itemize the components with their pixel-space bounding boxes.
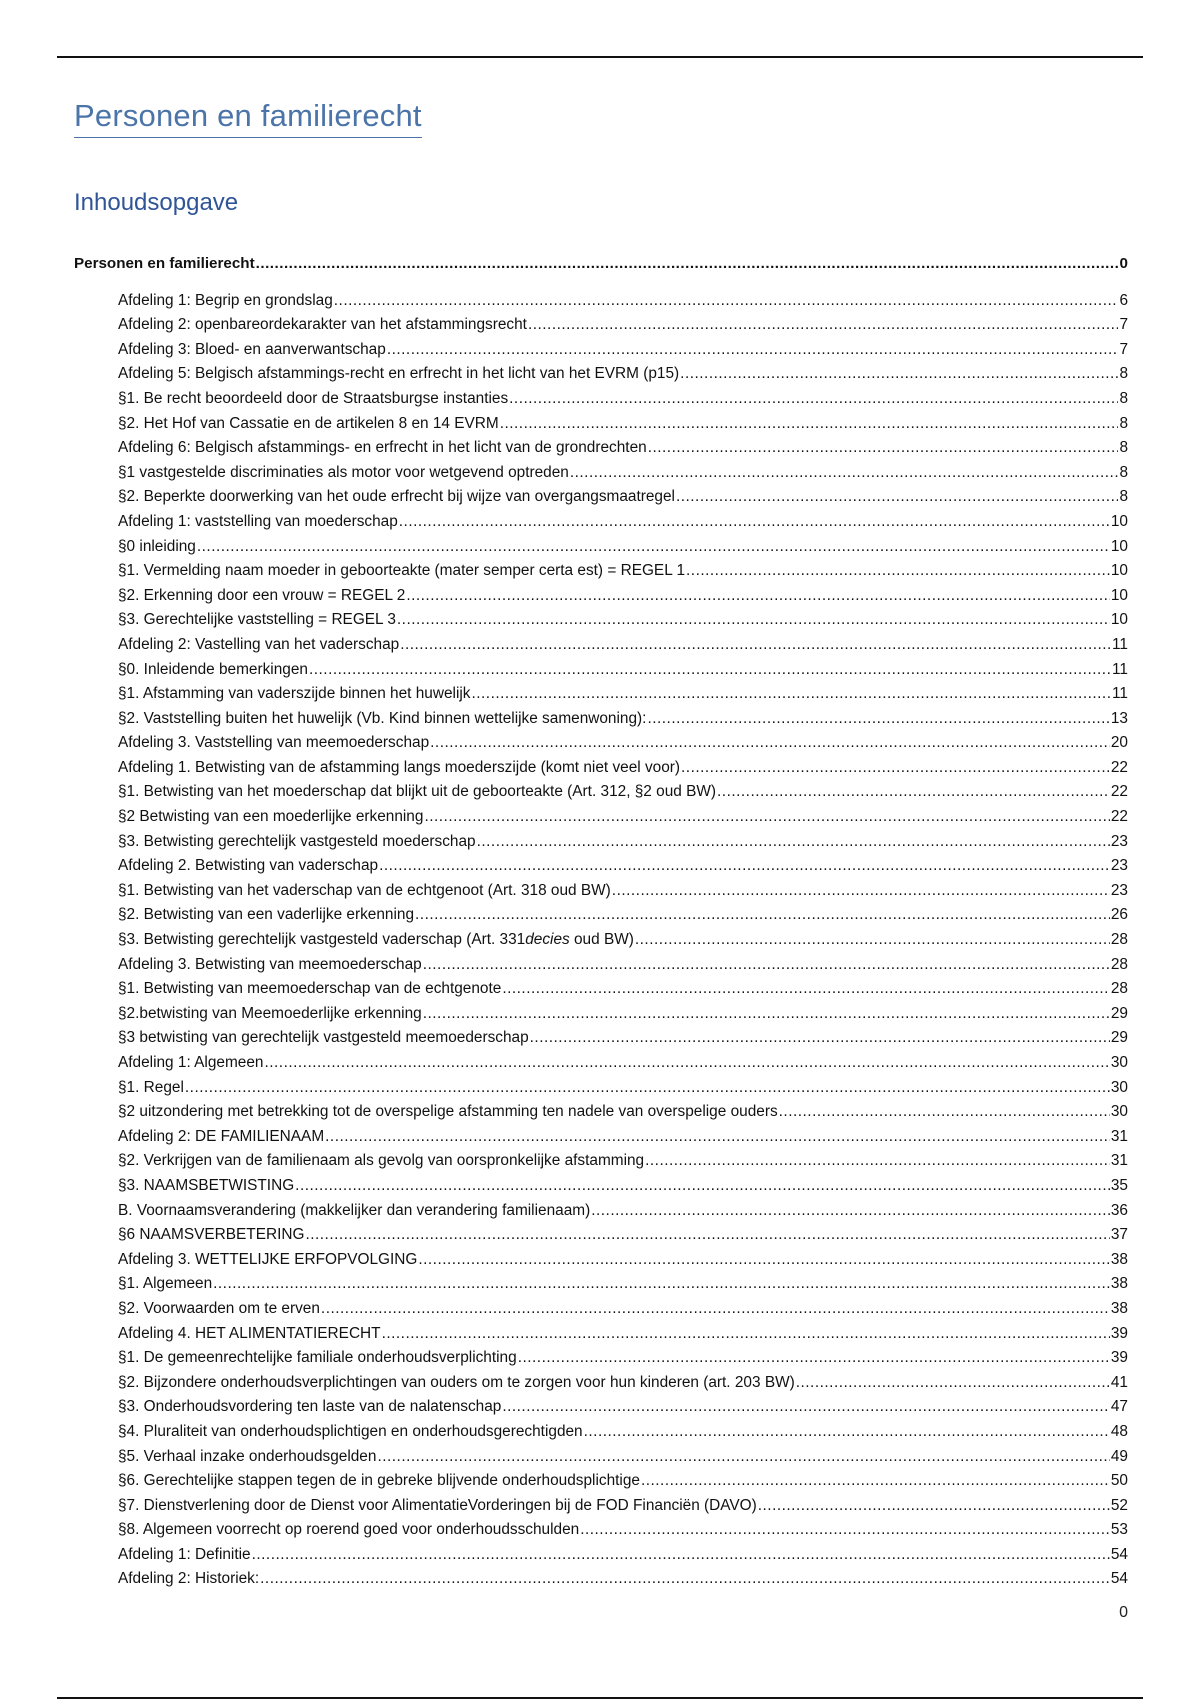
toc-leader — [648, 436, 1119, 461]
toc-entry-page: 49 — [1110, 1447, 1128, 1465]
toc-entry[interactable] — [74, 387, 1128, 412]
toc-entry-title: Afdeling 1: Begrip en grondslag — [118, 291, 333, 309]
toc-entry[interactable] — [74, 485, 1128, 510]
toc-entry-page: 37 — [1110, 1226, 1128, 1244]
toc-entry-title: §3. Onderhoudsvordering ten laste van de nalatenschap — [118, 1398, 502, 1416]
toc-entry-title: §1. Be recht beoordeeld door de Straatsburgse instanties — [118, 389, 509, 407]
toc-leader — [430, 731, 1110, 756]
toc-entry-page: 7 — [1119, 316, 1128, 334]
page-number: 0 — [1119, 1604, 1128, 1621]
toc-entry-title: §1. Betwisting van het moederschap dat blijkt uit de geboorteakte (Art. 312, §2 oud BW) — [118, 783, 717, 801]
toc-entry-page: 39 — [1110, 1324, 1128, 1342]
toc-entry-page: 7 — [1119, 340, 1128, 358]
toc-leader — [400, 633, 1111, 658]
toc-entry[interactable] — [74, 1297, 1128, 1322]
toc-entry[interactable] — [74, 1322, 1128, 1347]
toc-entry-page: 30 — [1110, 1078, 1128, 1096]
toc-entry[interactable] — [74, 1149, 1128, 1174]
toc-entry-title: §2 uitzondering met betrekking tot de overspelige afstamming ten nadele van overspelige ouders — [118, 1103, 778, 1121]
toc-entry-page: 20 — [1110, 734, 1128, 752]
toc-entry-title: §8. Algemeen voorrecht op roerend goed voor onderhoudsschulden — [118, 1521, 580, 1539]
toc-entry-page: 38 — [1110, 1250, 1128, 1268]
toc-entry-title: §3. NAAMSBETWISTING — [118, 1176, 295, 1194]
toc-leader — [509, 387, 1118, 412]
toc-leader — [379, 854, 1110, 879]
toc-leader — [612, 879, 1110, 904]
toc-entry[interactable] — [74, 756, 1128, 781]
toc-entry[interactable] — [74, 338, 1128, 363]
toc-entry[interactable] — [74, 707, 1128, 732]
toc-entry-title: §2. Erkenning door een vrouw = REGEL 2 — [118, 586, 406, 604]
toc-entry[interactable] — [74, 1223, 1128, 1248]
toc-entry-title: Afdeling 1: Definitie — [118, 1545, 251, 1563]
toc-entry-title: §1. Vermelding naam moeder in geboorteakte (mater semper certa est) = REGEL 1 — [118, 562, 686, 580]
toc-entry[interactable] — [74, 1051, 1128, 1076]
toc-entry[interactable] — [74, 658, 1128, 683]
toc-entry-title: §3. Gerechtelijke vaststelling = REGEL 3 — [118, 611, 396, 629]
toc-entry-page: 30 — [1110, 1054, 1128, 1071]
toc-leader — [502, 977, 1110, 1002]
toc-entry-title: §2. Betwisting van een vaderlijke erkenning — [118, 906, 415, 924]
toc-entry-title: §2. Verkrijgen van de familienaam als gevolg van oorspronkelijke afstamming — [118, 1152, 645, 1170]
toc-entry-page: 30 — [1110, 1103, 1128, 1121]
document-title: Personen en familierecht — [74, 98, 422, 138]
header-rule — [57, 56, 1143, 58]
toc-entry-page: 6 — [1119, 291, 1128, 309]
toc-entry-page: 8 — [1119, 463, 1128, 481]
toc-entry[interactable] — [74, 1420, 1128, 1445]
toc-leader — [570, 461, 1119, 486]
toc-entry-title — [118, 928, 634, 953]
toc-entry-page: 41 — [1110, 1373, 1128, 1391]
toc-leader — [295, 1174, 1110, 1199]
toc-entry-title: §2 Betwisting van een moederlijke erkenning — [118, 808, 424, 826]
toc-leader — [256, 252, 1119, 277]
toc-entry[interactable] — [74, 535, 1128, 560]
toc-entry[interactable] — [74, 559, 1128, 584]
toc-entry[interactable] — [74, 1125, 1128, 1150]
toc-entry[interactable] — [74, 313, 1128, 338]
toc-entry[interactable] — [74, 731, 1128, 756]
toc-entry-page: 52 — [1110, 1496, 1128, 1514]
toc-entry-title: §7. Dienstverlening door de Dienst voor AlimentatieVorderingen bij de FOD Financiën (DAVO) — [118, 1496, 757, 1514]
toc-entry[interactable] — [74, 1445, 1128, 1470]
toc-entry-title: §3. Betwisting gerechtelijk vastgesteld moederschap — [118, 832, 476, 850]
toc-entry-title: §1. Afstamming van vaderszijde binnen het huwelijk — [118, 685, 471, 703]
toc-leader — [406, 584, 1110, 609]
toc-entry-title: Afdeling 1. Betwisting van de afstamming langs moederszijde (komt niet veel voor) — [118, 758, 681, 776]
toc-leader — [796, 1371, 1110, 1396]
toc-entry-page: 38 — [1110, 1299, 1128, 1317]
toc-entry[interactable] — [74, 461, 1128, 486]
toc-entry[interactable] — [74, 879, 1128, 904]
toc-leader — [584, 1420, 1110, 1445]
toc-entry-title: §0. Inleidende bemerkingen — [118, 660, 308, 678]
toc-entry-title-part: §3. Betwisting gerechtelijk vastgesteld vaderschap (Art. 331 — [118, 931, 526, 949]
toc-leader — [635, 928, 1110, 953]
toc-entry-title: §6 NAAMSVERBETERING — [118, 1226, 305, 1244]
toc-leader — [641, 1469, 1110, 1494]
toc-entry[interactable] — [74, 608, 1128, 633]
toc-leader — [502, 1395, 1110, 1420]
toc-entry-title: Afdeling 4. HET ALIMENTATIERECHT — [118, 1324, 381, 1342]
toc-entry-title: Afdeling 2: DE FAMILIENAAM — [118, 1127, 325, 1145]
toc-entry-page: 54 — [1110, 1570, 1128, 1588]
toc-entry-title: Afdeling 1: Algemeen — [118, 1054, 264, 1071]
toc-entry-title: §2. Vaststelling buiten het huwelijk (Vb. Kind binnen wettelijke samenwoning): — [118, 709, 647, 727]
toc-entry[interactable] — [74, 1469, 1128, 1494]
toc-entry[interactable] — [74, 633, 1128, 658]
toc-leader — [399, 510, 1110, 535]
toc-entry-title: §4. Pluraliteit van onderhoudsplichtigen en onderhoudsgerechtigden — [118, 1422, 583, 1440]
toc-entry-page: 23 — [1110, 857, 1128, 875]
toc-entry-title: §0 inleiding — [118, 537, 196, 555]
toc-entry-title: Afdeling 3. Vaststelling van meemoederschap — [118, 734, 430, 752]
toc-entry[interactable] — [74, 1076, 1128, 1101]
toc-leader — [758, 1494, 1110, 1519]
toc-leader — [260, 1567, 1110, 1592]
toc-entry-page: 10 — [1110, 537, 1128, 555]
toc-entry[interactable] — [74, 1272, 1128, 1297]
toc-entry-title: §1. Betwisting van het vaderschap van de echtgenoot (Art. 318 oud BW) — [118, 881, 611, 899]
toc-entry-page: 23 — [1110, 832, 1128, 850]
toc-entry-top[interactable] — [74, 252, 1128, 277]
toc-entry-page: 11 — [1112, 635, 1128, 653]
toc-leader — [418, 1248, 1110, 1273]
toc-entry-page: 28 — [1110, 980, 1128, 998]
toc-leader — [645, 1149, 1110, 1174]
toc-entry-title-part: oud BW) — [569, 931, 634, 949]
footer-rule — [57, 1697, 1143, 1699]
toc-entry-title-italic: decies — [525, 931, 570, 949]
toc-entry-page: 35 — [1110, 1176, 1128, 1194]
toc-entry-page: 8 — [1119, 389, 1128, 407]
toc-entry-page: 47 — [1110, 1398, 1128, 1416]
toc-entry[interactable] — [74, 1002, 1128, 1027]
toc-entry-page: 50 — [1110, 1472, 1128, 1490]
toc-entry[interactable] — [74, 1543, 1128, 1568]
toc-entry[interactable] — [74, 1248, 1128, 1273]
toc-leader — [264, 1051, 1109, 1076]
toc-leader — [500, 412, 1119, 437]
toc-leader — [397, 608, 1110, 633]
toc-entry-title: Personen en familierecht — [74, 255, 255, 272]
toc-entry-page: 31 — [1110, 1152, 1128, 1170]
toc-entry-title: §2. Bijzondere onderhoudsverplichtingen van ouders om te zorgen voor hun kinderen (art. 203 BW) — [118, 1373, 795, 1391]
toc-entry-title: Afdeling 3. Betwisting van meemoederschap — [118, 955, 422, 973]
toc-entry-page: 54 — [1110, 1545, 1128, 1563]
toc-entry-page: 26 — [1110, 906, 1128, 924]
toc-entry-page: 13 — [1110, 709, 1128, 727]
toc-entry[interactable] — [74, 805, 1128, 830]
toc-entry-page: 29 — [1110, 1029, 1128, 1047]
toc-entry-page: 10 — [1110, 611, 1128, 629]
toc-entry-title: §2. Het Hof van Cassatie en de artikelen 8 en 14 EVRM — [118, 414, 499, 432]
toc-entry-page: 10 — [1110, 512, 1128, 530]
toc-entry-title: §6. Gerechtelijke stappen tegen de in gebreke blijvende onderhoudsplichtige — [118, 1472, 640, 1490]
toc-leader — [377, 1445, 1109, 1470]
toc-entry-page: 31 — [1110, 1127, 1128, 1145]
toc-entry[interactable] — [74, 289, 1128, 314]
toc-entry-title: §5. Verhaal inzake onderhoudsgelden — [118, 1447, 377, 1465]
table-of-contents — [74, 252, 1128, 1592]
toc-entry-title: Afdeling 3: Bloed- en aanverwantschap — [118, 340, 386, 358]
toc-entry-page: 48 — [1110, 1422, 1128, 1440]
toc-entry[interactable] — [74, 903, 1128, 928]
toc-entry-title: B. Voornaamsverandering (makkelijker dan verandering familienaam) — [118, 1201, 591, 1219]
toc-leader — [325, 1125, 1110, 1150]
toc-entry-page: 11 — [1112, 685, 1128, 703]
toc-entry[interactable] — [74, 412, 1128, 437]
toc-leader — [252, 1543, 1110, 1568]
toc-entry-title: §1. Algemeen — [118, 1275, 213, 1293]
toc-entry[interactable] — [74, 362, 1128, 387]
toc-entry[interactable] — [74, 854, 1128, 879]
toc-leader — [518, 1346, 1110, 1371]
toc-entry[interactable] — [74, 830, 1128, 855]
toc-entry-title: §2. Voorwaarden om te erven — [118, 1299, 320, 1317]
toc-leader — [382, 1322, 1110, 1347]
toc-leader — [580, 1518, 1110, 1543]
toc-leader — [717, 780, 1110, 805]
toc-entry[interactable] — [74, 1371, 1128, 1396]
toc-leader — [477, 830, 1110, 855]
toc-entry-page: 10 — [1110, 562, 1128, 580]
toc-leader — [423, 953, 1110, 978]
toc-leader — [185, 1076, 1110, 1101]
toc-leader — [471, 682, 1111, 707]
toc-entry-page: 36 — [1110, 1201, 1128, 1219]
toc-leader — [686, 559, 1110, 584]
toc-entry[interactable] — [74, 977, 1128, 1002]
toc-leader — [680, 362, 1118, 387]
toc-entry-page: 10 — [1110, 586, 1128, 604]
toc-entry[interactable] — [74, 1346, 1128, 1371]
toc-entry-title: Afdeling 2. Betwisting van vaderschap — [118, 857, 379, 875]
toc-entry-title: §2. Beperkte doorwerking van het oude erfrecht bij wijze van overgangsmaatregel — [118, 488, 675, 506]
toc-entry-title: Afdeling 1: vaststelling van moederschap — [118, 512, 398, 530]
toc-entry-title: Afdeling 2: Historiek: — [118, 1570, 260, 1588]
toc-entry[interactable] — [74, 1567, 1128, 1592]
toc-entry[interactable] — [74, 1199, 1128, 1224]
toc-entry-title: Afdeling 2: Vastelling van het vaderschap — [118, 635, 400, 653]
toc-entry-title: §2.betwisting van Meemoederlijke erkenning — [118, 1004, 422, 1022]
toc-leader — [423, 1002, 1110, 1027]
toc-entry-page: 38 — [1110, 1275, 1128, 1293]
toc-entry[interactable] — [74, 436, 1128, 461]
toc-entry[interactable] — [74, 780, 1128, 805]
toc-entry-page: 8 — [1119, 414, 1128, 432]
toc-entry-page: 29 — [1110, 1004, 1128, 1022]
toc-entry-page: 23 — [1110, 881, 1128, 899]
toc-entry-title: Afdeling 3. WETTELIJKE ERFOPVOLGING — [118, 1250, 418, 1268]
toc-leader — [387, 338, 1119, 363]
toc-entry-page: 8 — [1119, 365, 1128, 383]
toc-entry[interactable] — [74, 928, 1128, 953]
toc-entry-page: 22 — [1110, 808, 1128, 826]
toc-entry[interactable] — [74, 682, 1128, 707]
toc-entry-title: §1. Regel — [118, 1078, 184, 1096]
toc-entry[interactable] — [74, 584, 1128, 609]
toc-leader — [321, 1297, 1110, 1322]
toc-leader — [528, 313, 1118, 338]
toc-entry-title: Afdeling 2: openbareordekarakter van het afstammingsrecht — [118, 316, 527, 334]
toc-leader — [334, 289, 1119, 314]
toc-entry[interactable] — [74, 953, 1128, 978]
toc-entry-page: 0 — [1119, 255, 1128, 272]
toc-entry-page: 8 — [1119, 439, 1128, 457]
toc-entry-title: §1. De gemeenrechtelijke familiale onderhoudsverplichting — [118, 1349, 517, 1367]
toc-entry[interactable] — [74, 1174, 1128, 1199]
toc-entry-page: 53 — [1110, 1521, 1128, 1539]
toc-entry-page: 22 — [1110, 758, 1128, 776]
toc-entry-page: 11 — [1112, 660, 1128, 678]
toc-entry-title: §1 vastgestelde discriminaties als motor voor wetgevend optreden — [118, 463, 569, 481]
toc-entry-page: 39 — [1110, 1349, 1128, 1367]
toc-entry[interactable] — [74, 1100, 1128, 1125]
toc-entry-title: §3 betwisting van gerechtelijk vastgesteld meemoederschap — [118, 1029, 529, 1047]
toc-leader — [309, 658, 1111, 683]
toc-leader — [681, 756, 1110, 781]
toc-leader — [591, 1199, 1110, 1224]
toc-leader — [415, 903, 1110, 928]
toc-entry[interactable] — [74, 510, 1128, 535]
toc-entry[interactable] — [74, 1494, 1128, 1519]
toc-leader — [305, 1223, 1109, 1248]
toc-entry-title: Afdeling 6: Belgisch afstammings- en erfrecht in het licht van de grondrechten — [118, 439, 647, 457]
toc-leader — [647, 707, 1109, 732]
toc-entry[interactable] — [74, 1395, 1128, 1420]
toc-entry-page: 22 — [1110, 783, 1128, 801]
toc-entry[interactable] — [74, 1518, 1128, 1543]
toc-heading: Inhoudsopgave — [74, 189, 239, 216]
toc-leader — [530, 1026, 1110, 1051]
toc-leader — [424, 805, 1109, 830]
toc-entry-page: 28 — [1110, 931, 1128, 949]
toc-leader — [197, 535, 1110, 560]
toc-leader — [676, 485, 1118, 510]
toc-entry-title: §1. Betwisting van meemoederschap van de echtgenote — [118, 980, 502, 998]
toc-entry-page: 8 — [1119, 488, 1128, 506]
toc-leader — [213, 1272, 1110, 1297]
toc-entry-title: Afdeling 5: Belgisch afstammings-recht en erfrecht in het licht van het EVRM (p15) — [118, 365, 680, 383]
toc-entry-page: 28 — [1110, 955, 1128, 973]
toc-leader — [779, 1100, 1110, 1125]
toc-entry[interactable] — [74, 1026, 1128, 1051]
